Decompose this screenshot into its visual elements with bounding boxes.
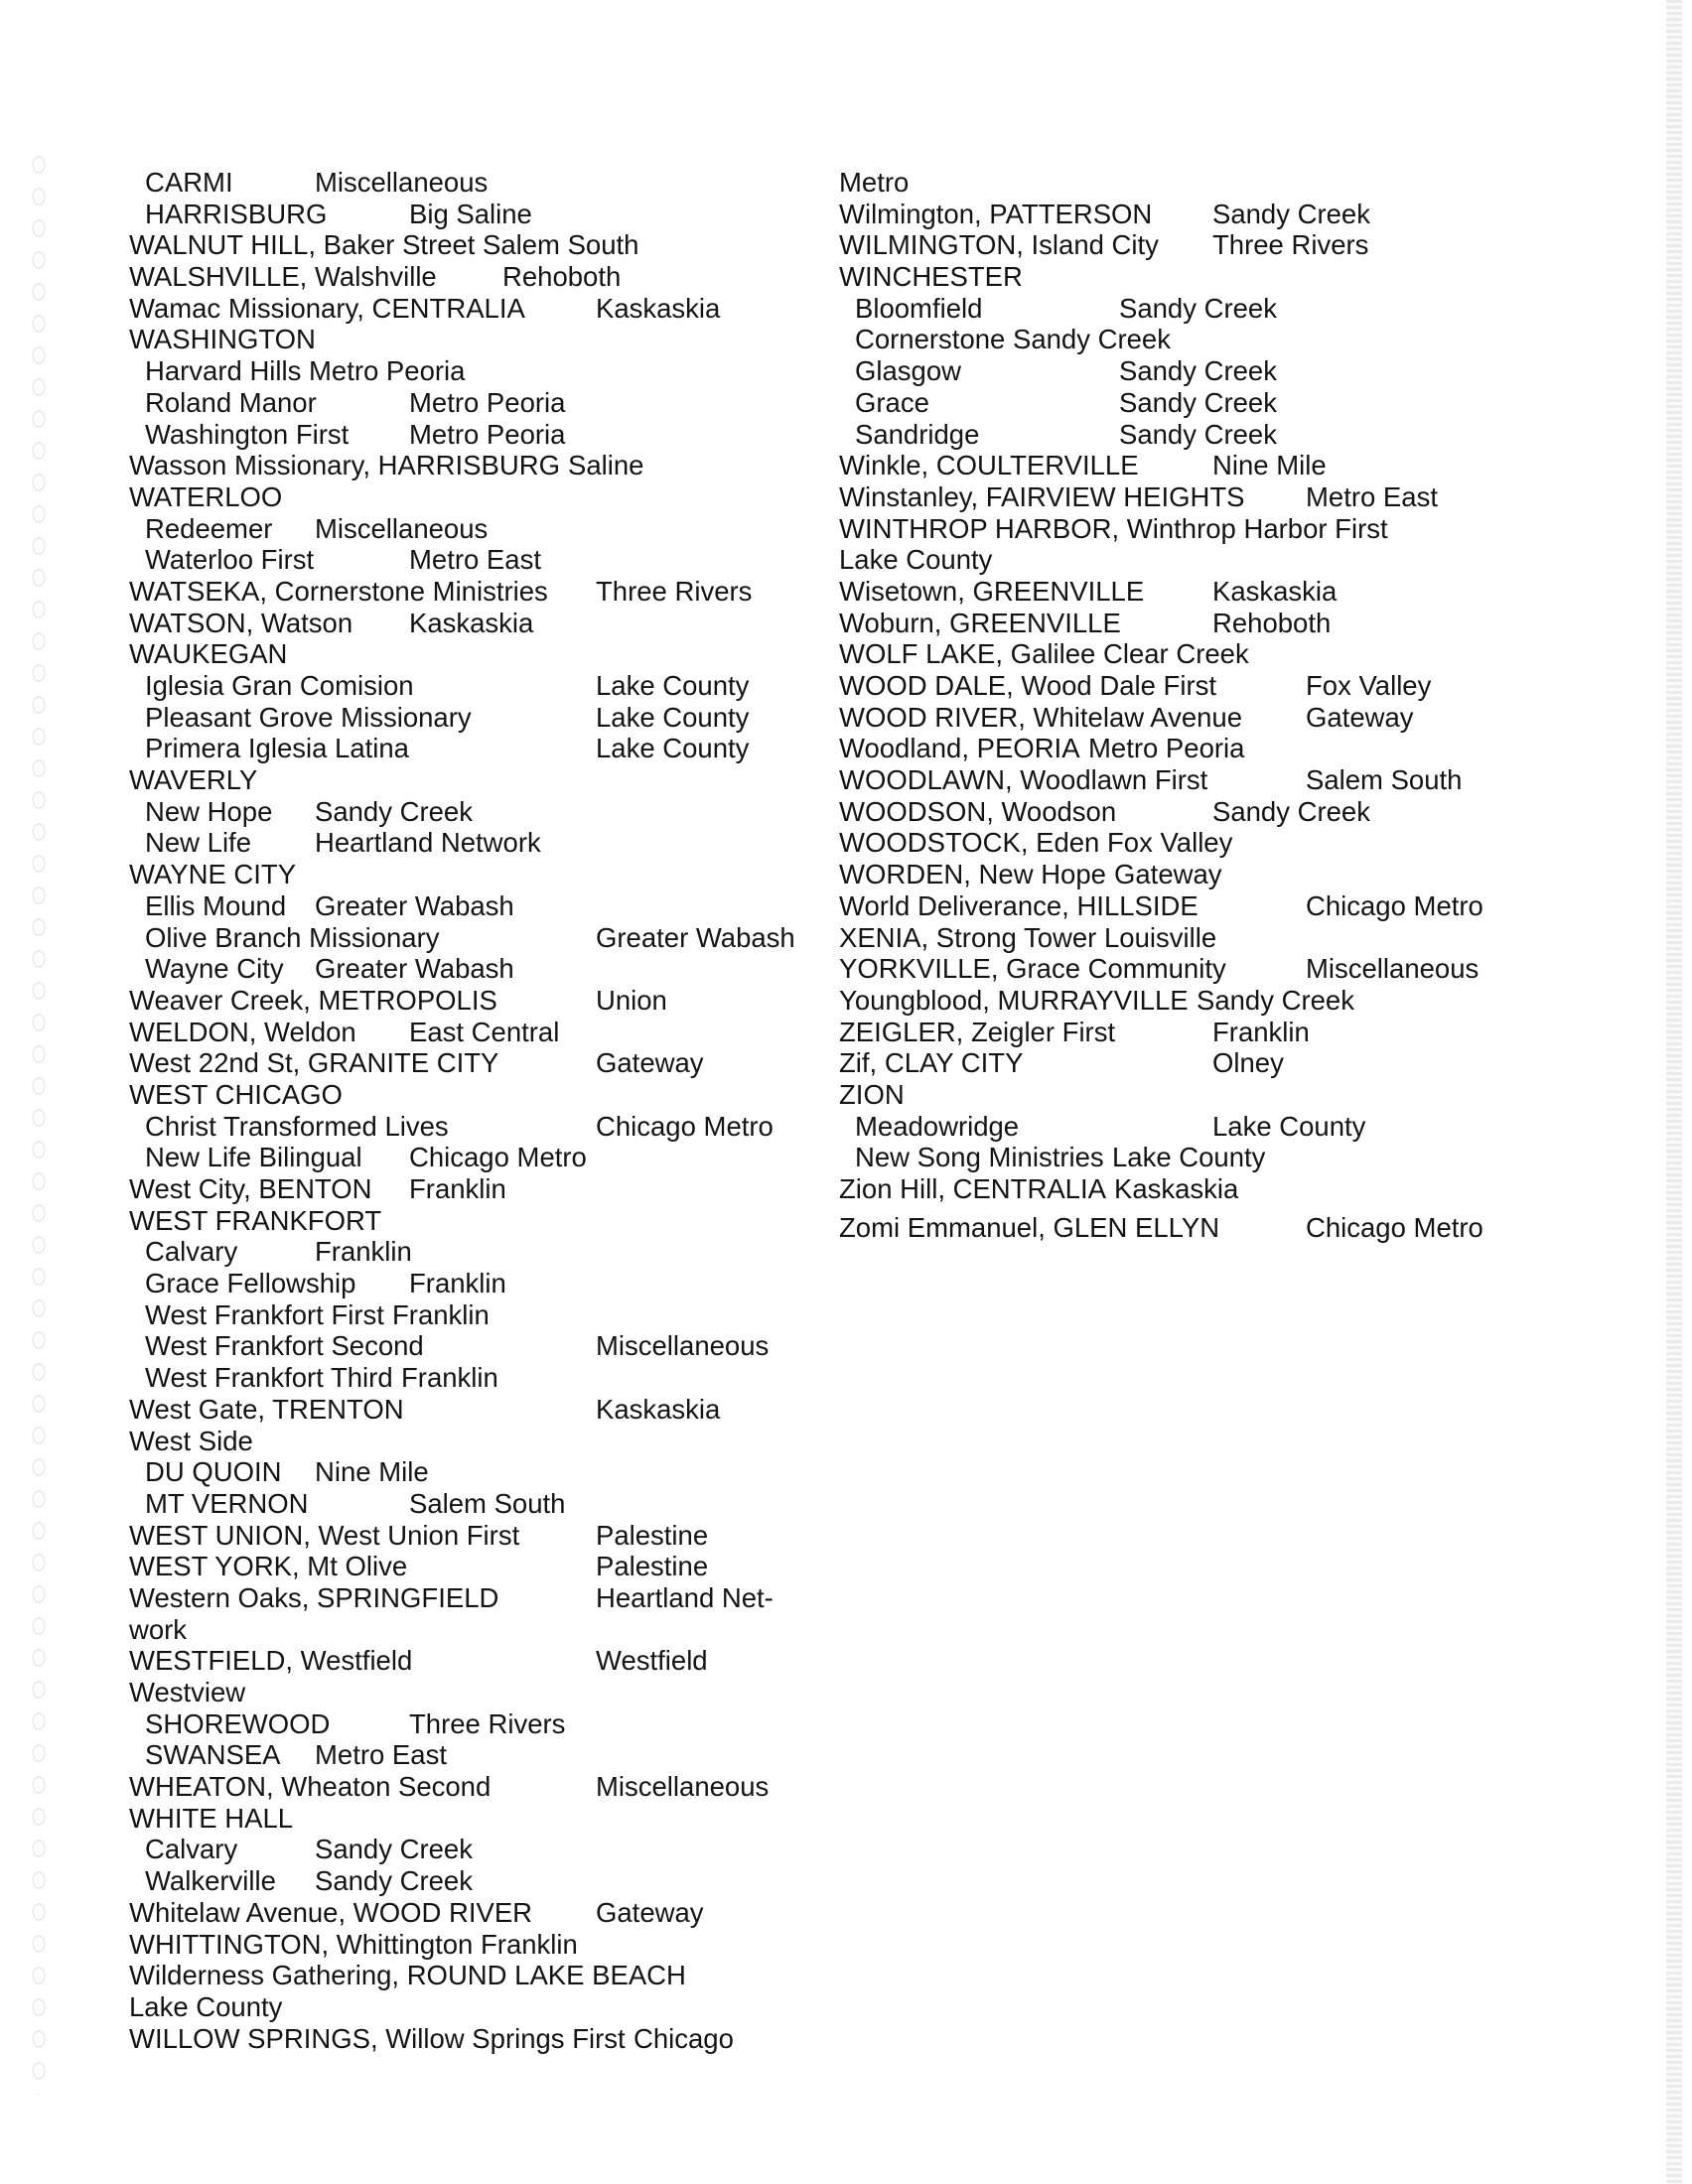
church-name: WOLF LAKE, Galilee	[839, 638, 1096, 670]
directory-entry	[129, 1426, 824, 1457]
association-name: Olney	[1212, 1047, 1284, 1079]
association-name: Three Rivers	[409, 1707, 566, 1739]
association-name: Sandy Creek	[315, 795, 473, 827]
directory-entry	[839, 827, 1663, 859]
association-name: Sandy Creek	[1212, 198, 1370, 229]
page-edge-texture	[1666, 0, 1682, 2184]
church-name: Cornerstone	[855, 324, 1006, 355]
association-name: Metro Peoria	[409, 386, 566, 418]
directory-entry	[839, 953, 1663, 985]
church-name: ZION	[839, 1078, 905, 1110]
directory-entry	[839, 167, 1663, 199]
association-name: Franklin	[315, 1236, 412, 1268]
church-name: Westview	[129, 1677, 246, 1707]
association-name: Nine Mile	[1212, 450, 1327, 481]
directory-entry	[129, 1268, 824, 1299]
church-name: WEST CHICAGO	[129, 1078, 343, 1110]
directory-entry	[129, 1236, 824, 1268]
directory-entry	[129, 827, 824, 859]
directory-entry	[129, 859, 824, 890]
association-name: Sandy Creek	[1119, 355, 1277, 387]
church-name: Washington First	[145, 418, 350, 450]
directory-entry	[129, 1205, 824, 1237]
association-name: Salem South	[1306, 764, 1463, 796]
church-name: WEST UNION, West Union First	[129, 1519, 520, 1551]
directory-entry	[129, 1551, 824, 1582]
directory-entry	[129, 1017, 824, 1048]
directory-entry	[839, 513, 1663, 545]
directory-entry	[839, 355, 1663, 387]
directory-entry	[129, 670, 824, 702]
directory-entry	[129, 513, 824, 545]
directory-entry	[129, 1362, 824, 1394]
association-name: Salem South	[483, 229, 639, 261]
association-name: Sandy Creek	[1212, 795, 1370, 827]
directory-entry	[839, 985, 1663, 1017]
church-name: Redeemer	[145, 512, 273, 544]
association-name: Franklin	[409, 1268, 506, 1299]
association-name: Sandy Creek	[1119, 386, 1277, 418]
association-name: Westfield	[596, 1645, 708, 1677]
directory-entry	[129, 450, 824, 481]
church-name: West City, BENTON	[129, 1173, 372, 1204]
church-name: Western Oaks, SPRINGFIELD	[129, 1581, 499, 1613]
directory-entry	[129, 2023, 824, 2055]
association-name: Miscellaneous	[596, 1330, 770, 1362]
association-name: Nine Mile	[315, 1456, 429, 1488]
church-name: WEST FRANKFORT	[129, 1204, 382, 1236]
association-name: Franklin	[481, 1928, 578, 1960]
association-name: Franklin	[409, 1173, 506, 1204]
church-name: Calvary	[145, 1236, 238, 1268]
directory-entry	[129, 1173, 824, 1205]
association-name: Kaskaskia	[1212, 575, 1338, 607]
association-name: Miscellaneous	[596, 1771, 770, 1803]
church-name: Primera Iglesia Latina	[145, 733, 409, 764]
church-name: Zion Hill, CENTRALIA	[839, 1173, 1106, 1204]
association-name: Fox Valley	[1306, 670, 1432, 701]
association-name: Franklin	[401, 1362, 498, 1394]
church-name: WILLOW SPRINGS, Willow Springs First	[129, 2022, 626, 2054]
directory-entry	[129, 387, 824, 419]
directory-entry	[129, 1488, 824, 1520]
association-name: Kaskaskia	[596, 1393, 721, 1425]
church-name: Harvard Hills	[145, 355, 302, 387]
directory-entry	[129, 1520, 824, 1552]
church-name: WAUKEGAN	[129, 638, 288, 670]
directory-entry	[129, 1079, 824, 1111]
church-name: WHITE HALL	[129, 1802, 294, 1834]
church-name: Metro	[839, 167, 910, 198]
directory-entry	[129, 1645, 824, 1677]
church-name: Glasgow	[855, 355, 961, 387]
association-name: Chicago Metro	[409, 1142, 587, 1173]
association-name: Three Rivers	[596, 575, 753, 607]
church-name: Wilderness Gathering, ROUND LAKE BEACH	[129, 1960, 686, 1991]
association-name: Lake County	[1112, 1142, 1266, 1173]
church-name: WATSEKA, Cornerstone Ministries	[129, 575, 548, 607]
church-name: WORDEN, New Hope	[839, 859, 1106, 890]
association-name: Sandy Creek	[1197, 984, 1354, 1016]
directory-entry	[129, 544, 824, 576]
directory-entry	[129, 576, 824, 608]
church-name: Sandridge	[855, 418, 980, 450]
church-name: work	[129, 1613, 188, 1645]
association-name: Greater Wabash	[596, 921, 795, 953]
church-name: Weaver Creek, METROPOLIS	[129, 984, 497, 1016]
church-name: West Gate, TRENTON	[129, 1393, 404, 1425]
church-name: WALSHVILLE, Walshville	[129, 261, 437, 293]
association-name: Gateway	[1306, 701, 1414, 733]
church-name: Wasson Missionary, HARRISBURG	[129, 450, 560, 481]
church-name: WESTFIELD, Westfield	[129, 1645, 413, 1677]
church-name: Christ Transformed Lives	[145, 1110, 449, 1142]
association-name: Sandy Creek	[315, 1834, 473, 1865]
association-name: Metro East	[315, 1739, 447, 1771]
directory-entry	[839, 764, 1663, 796]
church-name: Whitelaw Avenue, WOOD RIVER	[129, 1896, 533, 1928]
church-name: Ellis Mound	[145, 889, 287, 921]
church-name: Meadowridge	[855, 1110, 1020, 1142]
church-name: New Hope	[145, 795, 273, 827]
association-name: Franklin	[1212, 1016, 1310, 1047]
church-name: WELDON, Weldon	[129, 1016, 356, 1047]
church-name: WOODLAWN, Woodlawn First	[839, 764, 1208, 796]
directory-entry	[839, 1079, 1663, 1111]
association-name: Lake County	[596, 733, 750, 764]
directory-entry	[839, 199, 1663, 230]
church-name: XENIA, Strong Tower	[839, 921, 1097, 953]
directory-entry	[129, 1865, 824, 1897]
directory-entry	[839, 1111, 1663, 1143]
directory-entry	[129, 1960, 824, 1991]
church-name: WOOD DALE, Wood Dale First	[839, 670, 1216, 701]
church-name: Wamac Missionary, CENTRALIA	[129, 292, 525, 324]
directory-entry	[839, 1017, 1663, 1048]
association-name: Chicago Metro	[596, 1110, 774, 1142]
association-name: Saline	[568, 450, 644, 481]
association-name: Big Saline	[409, 198, 532, 229]
church-name: Lake County	[839, 544, 993, 576]
church-name: West Frankfort Second	[145, 1330, 424, 1362]
association-name: Sandy Creek	[315, 1865, 473, 1897]
directory-entry	[129, 1677, 824, 1708]
association-name: Rehoboth	[1212, 607, 1332, 638]
church-name: Winkle, COULTERVILLE	[839, 450, 1139, 481]
association-name: Chicago Metro	[1306, 1211, 1483, 1243]
church-name: WINTHROP HARBOR, Winthrop Harbor First	[839, 512, 1388, 544]
directory-entry	[129, 261, 824, 293]
directory-entry	[129, 293, 824, 325]
association-name: Miscellaneous	[315, 167, 489, 198]
directory-entry	[129, 199, 824, 230]
association-name: Heartland Net-	[596, 1581, 774, 1613]
church-name: New Song Ministries	[855, 1142, 1104, 1173]
directory-entry	[129, 419, 824, 451]
directory-entry	[839, 387, 1663, 419]
association-name: Palestine	[596, 1519, 709, 1551]
association-name: Metro Peoria	[1088, 733, 1245, 764]
church-name: Waterloo First	[145, 544, 315, 576]
church-name: Woodland, PEORIA	[839, 733, 1080, 764]
directory-entry	[129, 733, 824, 764]
association-name: Gateway	[596, 1047, 704, 1079]
association-name: Miscellaneous	[1306, 953, 1480, 985]
directory-entry	[839, 890, 1663, 922]
church-name: Zomi Emmanuel, GLEN ELLYN	[839, 1211, 1220, 1243]
directory-entry	[839, 608, 1663, 639]
association-name: Union	[596, 984, 667, 1016]
association-name: Sandy Creek	[1119, 418, 1277, 450]
directory-entry	[129, 796, 824, 828]
directory-entry	[839, 1142, 1663, 1173]
association-name: Metro East	[409, 544, 541, 576]
directory-entry	[839, 638, 1663, 670]
association-name: Chicago Metro	[1306, 889, 1483, 921]
church-name: Wilmington, PATTERSON	[839, 198, 1153, 229]
directory-entry	[129, 702, 824, 734]
church-name: WOODSTOCK, Eden	[839, 827, 1100, 859]
church-name: WILMINGTON, Island City	[839, 229, 1159, 261]
association-name: Sandy Creek	[1013, 324, 1171, 355]
church-name: Youngblood, MURRAYVILLE	[839, 984, 1189, 1016]
church-name: WINCHESTER	[839, 261, 1023, 293]
directory-entry	[129, 985, 824, 1017]
church-name: HARRISBURG	[145, 198, 328, 229]
directory-entry	[129, 638, 824, 670]
association-name: Palestine	[596, 1551, 709, 1582]
directory-entry	[839, 450, 1663, 481]
church-name: Grace	[855, 386, 929, 418]
directory-entry	[129, 355, 824, 387]
church-name: Lake County	[129, 1990, 283, 2022]
association-name: Kaskaskia	[596, 292, 721, 324]
church-name: Iglesia Gran Comision	[145, 670, 414, 701]
association-name: Clear Creek	[1103, 638, 1249, 670]
church-name: West Side	[129, 1425, 253, 1456]
church-name: Zif, CLAY CITY	[839, 1047, 1024, 1079]
directory-entry	[129, 1739, 824, 1771]
association-name: Miscellaneous	[315, 512, 489, 544]
directory-entry	[129, 1708, 824, 1740]
church-name: WOOD RIVER, Whitelaw Avenue	[839, 701, 1243, 733]
directory-entry	[839, 324, 1663, 355]
left-column	[129, 167, 824, 2054]
right-column	[839, 167, 1663, 1243]
church-name: New Life Bilingual	[145, 1142, 362, 1173]
church-name: WALNUT HILL, Baker Street	[129, 229, 476, 261]
directory-entry	[839, 733, 1663, 764]
directory-entry	[129, 1330, 824, 1362]
church-name: WAYNE CITY	[129, 859, 297, 890]
directory-entry	[129, 1299, 824, 1331]
association-name: Gateway	[596, 1896, 704, 1928]
association-name: Greater Wabash	[315, 889, 514, 921]
association-name: Chicago	[634, 2022, 734, 2054]
directory-entry	[129, 324, 824, 355]
directory-entry	[129, 953, 824, 985]
church-name: WHITTINGTON, Whittington	[129, 1928, 474, 1960]
directory-entry	[129, 1803, 824, 1835]
association-name: Greater Wabash	[315, 953, 514, 985]
church-name: Bloomfield	[855, 292, 983, 324]
directory-entry	[839, 702, 1663, 734]
association-name: Franklin	[392, 1298, 490, 1330]
directory-entry	[839, 481, 1663, 513]
church-name: YORKVILLE, Grace Community	[839, 953, 1226, 985]
directory-entry	[129, 167, 824, 199]
association-name: Lake County	[596, 701, 750, 733]
association-name: Sandy Creek	[1119, 292, 1277, 324]
directory-entry	[129, 1456, 824, 1488]
association-name: Salem South	[409, 1487, 566, 1519]
directory-entry	[839, 229, 1663, 261]
church-name: Winstanley, FAIRVIEW HEIGHTS	[839, 480, 1245, 512]
church-name: Wisetown, GREENVILLE	[839, 575, 1145, 607]
directory-entry	[129, 1991, 824, 2023]
binder-punch-marks	[22, 149, 56, 2095]
church-name: West Frankfort First	[145, 1298, 384, 1330]
association-name: Heartland Network	[315, 827, 541, 859]
directory-entry	[839, 419, 1663, 451]
church-name: Woburn, GREENVILLE	[839, 607, 1121, 638]
church-name: WAVERLY	[129, 764, 258, 796]
directory-entry	[129, 1047, 824, 1079]
association-name: Kaskaskia	[1114, 1173, 1239, 1204]
directory-entry	[839, 293, 1663, 325]
association-name: Rehoboth	[502, 261, 622, 293]
association-name: Metro East	[1306, 480, 1438, 512]
association-name: Fox Valley	[1107, 827, 1233, 859]
association-name: Metro Peoria	[409, 418, 566, 450]
directory-entry	[129, 764, 824, 796]
directory-entry	[129, 1582, 824, 1614]
association-name: Gateway	[1114, 859, 1222, 890]
church-name: Wayne City	[145, 953, 284, 985]
church-name: WATERLOO	[129, 480, 283, 512]
directory-entry	[129, 922, 824, 954]
association-name: Kaskaskia	[409, 607, 534, 638]
church-name: MT VERNON	[145, 1487, 309, 1519]
directory-entry	[839, 1212, 1663, 1244]
church-name: New Life	[145, 827, 251, 859]
association-name: Metro Peoria	[309, 355, 466, 387]
directory-entry	[129, 229, 824, 261]
church-name: West Frankfort Third	[145, 1362, 393, 1394]
directory-entry	[839, 576, 1663, 608]
directory-entry	[129, 1394, 824, 1426]
church-name: World Deliverance, HILLSIDE	[839, 889, 1198, 921]
directory-entry	[839, 1173, 1663, 1205]
directory-entry	[839, 922, 1663, 954]
church-name: Olive Branch Missionary	[145, 921, 440, 953]
directory-entry	[129, 1771, 824, 1803]
directory-entry	[129, 1142, 824, 1173]
directory-entry	[839, 544, 1663, 576]
directory-entry	[129, 890, 824, 922]
church-name: Calvary	[145, 1834, 238, 1865]
church-name: WHEATON, Wheaton Second	[129, 1771, 492, 1803]
church-name: Roland Manor	[145, 386, 317, 418]
directory-entry	[839, 796, 1663, 828]
church-name: WASHINGTON	[129, 324, 316, 355]
church-name: ZEIGLER, Zeigler First	[839, 1016, 1116, 1047]
directory-entry	[839, 1047, 1663, 1079]
association-name: Louisville	[1104, 921, 1217, 953]
church-name: WOODSON, Woodson	[839, 795, 1117, 827]
directory-entry	[129, 608, 824, 639]
association-name: East Central	[409, 1016, 560, 1047]
church-name: WATSON, Watson	[129, 607, 353, 638]
church-name: Grace Fellowship	[145, 1268, 356, 1299]
directory-entry	[839, 859, 1663, 890]
church-name: West 22nd St, GRANITE CITY	[129, 1047, 499, 1079]
association-name: Lake County	[1212, 1110, 1366, 1142]
association-name: Lake County	[596, 670, 750, 701]
directory-entry	[839, 670, 1663, 702]
church-name: SWANSEA	[145, 1739, 281, 1771]
directory-entry	[129, 1111, 824, 1143]
church-name: SHOREWOOD	[145, 1707, 331, 1739]
church-name: Pleasant Grove Missionary	[145, 701, 472, 733]
directory-entry	[129, 1834, 824, 1865]
church-name: CARMI	[145, 167, 233, 198]
directory-entry	[129, 1897, 824, 1929]
church-name: DU QUOIN	[145, 1456, 282, 1488]
directory-entry	[129, 481, 824, 513]
directory-entry	[129, 1614, 824, 1646]
association-name: Three Rivers	[1212, 229, 1369, 261]
directory-entry	[129, 1929, 824, 1961]
directory-entry	[839, 261, 1663, 293]
church-name: Walkerville	[145, 1865, 276, 1897]
church-name: WEST YORK, Mt Olive	[129, 1551, 408, 1582]
